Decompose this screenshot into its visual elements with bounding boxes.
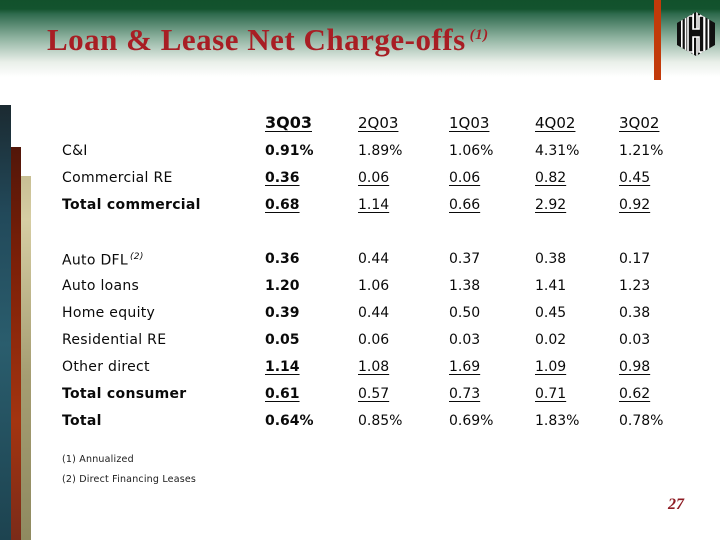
cell-value: 0.06: [358, 332, 390, 348]
column-header: 3Q02: [619, 114, 660, 132]
row-label: Home equity: [62, 305, 156, 321]
table-row-total-commercial: [62, 192, 702, 219]
row-footnote-ref: (2): [130, 252, 144, 263]
cell-value: 0.45: [535, 305, 567, 321]
row-label: Auto loans: [62, 278, 140, 294]
cell-value: 0.05: [265, 332, 300, 348]
cell-value: 1.69: [449, 359, 481, 375]
cell-value: 0.44: [358, 305, 390, 321]
row-label: Total: [62, 413, 102, 429]
cell-value: 2.92: [535, 197, 567, 213]
table-row-ci: [62, 138, 702, 165]
cell-value: 0.03: [619, 332, 651, 348]
left-decor-bar-tan: [21, 176, 31, 540]
cell-value: 1.08: [358, 359, 390, 375]
cell-value: 0.39: [265, 305, 300, 321]
page-number: 27: [668, 496, 684, 513]
cell-value: 0.64%: [265, 413, 314, 429]
cell-value: 1.41: [535, 278, 567, 294]
cell-value: 0.17: [619, 251, 651, 267]
table-row-residential-re: [62, 327, 702, 354]
cell-value: 0.38: [619, 305, 651, 321]
cell-value: 1.38: [449, 278, 481, 294]
row-label: Residential RE: [62, 332, 167, 348]
column-header: 3Q03: [265, 113, 312, 132]
cell-value: 1.83%: [535, 413, 580, 429]
cell-value: 0.98: [619, 359, 651, 375]
cell-value: 1.06: [358, 278, 390, 294]
table-header-row: [62, 108, 702, 138]
cell-value: 0.38: [535, 251, 567, 267]
title-footnote-ref: (1): [469, 26, 489, 43]
left-decor-bar-red: [11, 147, 21, 540]
cell-value: 0.85%: [358, 413, 403, 429]
table-row-home-equity: [62, 300, 702, 327]
cell-value: 0.69%: [449, 413, 494, 429]
cell-value: 1.20: [265, 278, 300, 294]
row-label: Other direct: [62, 359, 150, 375]
cell-value: 1.14: [358, 197, 390, 213]
cell-value: 0.36: [265, 251, 300, 267]
cell-value: 1.09: [535, 359, 567, 375]
cell-value: 1.89%: [358, 143, 403, 159]
cell-value: 0.62: [619, 386, 651, 402]
row-label: C&I: [62, 143, 88, 159]
huntington-hexagon-logo-icon: [676, 11, 716, 57]
cell-value: 0.57: [358, 386, 390, 402]
cell-value: 1.21%: [619, 143, 664, 159]
table-row-commercial-re: [62, 165, 702, 192]
cell-value: 0.78%: [619, 413, 664, 429]
column-header: 2Q03: [358, 114, 399, 132]
cell-value: 0.45: [619, 170, 651, 186]
left-decor-bar-teal: [0, 105, 11, 540]
footnote-annualized: (1) Annualized: [62, 454, 134, 465]
cell-value: 1.23: [619, 278, 651, 294]
cell-value: 0.50: [449, 305, 481, 321]
cell-value: 0.44: [358, 251, 390, 267]
table-row-auto-dfl: [62, 246, 702, 273]
column-header: 1Q03: [449, 114, 490, 132]
accent-vertical-bar: [654, 0, 661, 80]
footnotes: [62, 450, 196, 490]
cell-value: 0.36: [265, 170, 300, 186]
cell-value: 0.06: [449, 170, 481, 186]
column-header: 4Q02: [535, 114, 576, 132]
cell-value: 1.14: [265, 359, 300, 375]
cell-value: 0.82: [535, 170, 567, 186]
cell-value: 0.02: [535, 332, 567, 348]
cell-value: 4.31%: [535, 143, 580, 159]
section-gap: [62, 219, 702, 246]
row-label: Total commercial: [62, 197, 201, 213]
cell-value: 0.06: [358, 170, 390, 186]
cell-value: 0.71: [535, 386, 567, 402]
cell-value: 0.73: [449, 386, 481, 402]
cell-value: 0.03: [449, 332, 481, 348]
table-row-other-direct: [62, 354, 702, 381]
cell-value: 0.91%: [265, 143, 314, 159]
row-label: Commercial RE: [62, 170, 173, 186]
slide-title: [47, 22, 489, 58]
table-row-auto-loans: [62, 273, 702, 300]
table-row-total-consumer: [62, 381, 702, 408]
row-label: Auto DFL $^{(2)}$: [62, 252, 144, 269]
row-label: Total consumer: [62, 386, 187, 402]
cell-value: 0.61: [265, 386, 300, 402]
slide-title-text: Loan & Lease Net Charge-offs: [47, 22, 466, 57]
cell-value: 0.37: [449, 251, 481, 267]
table-row-total: [62, 408, 702, 435]
cell-value: 0.68: [265, 197, 300, 213]
charge-offs-table: [62, 108, 702, 435]
cell-value: 0.92: [619, 197, 651, 213]
cell-value: 0.66: [449, 197, 481, 213]
cell-value: 1.06%: [449, 143, 494, 159]
footnote-dfl: (2) Direct Financing Leases: [62, 474, 197, 485]
